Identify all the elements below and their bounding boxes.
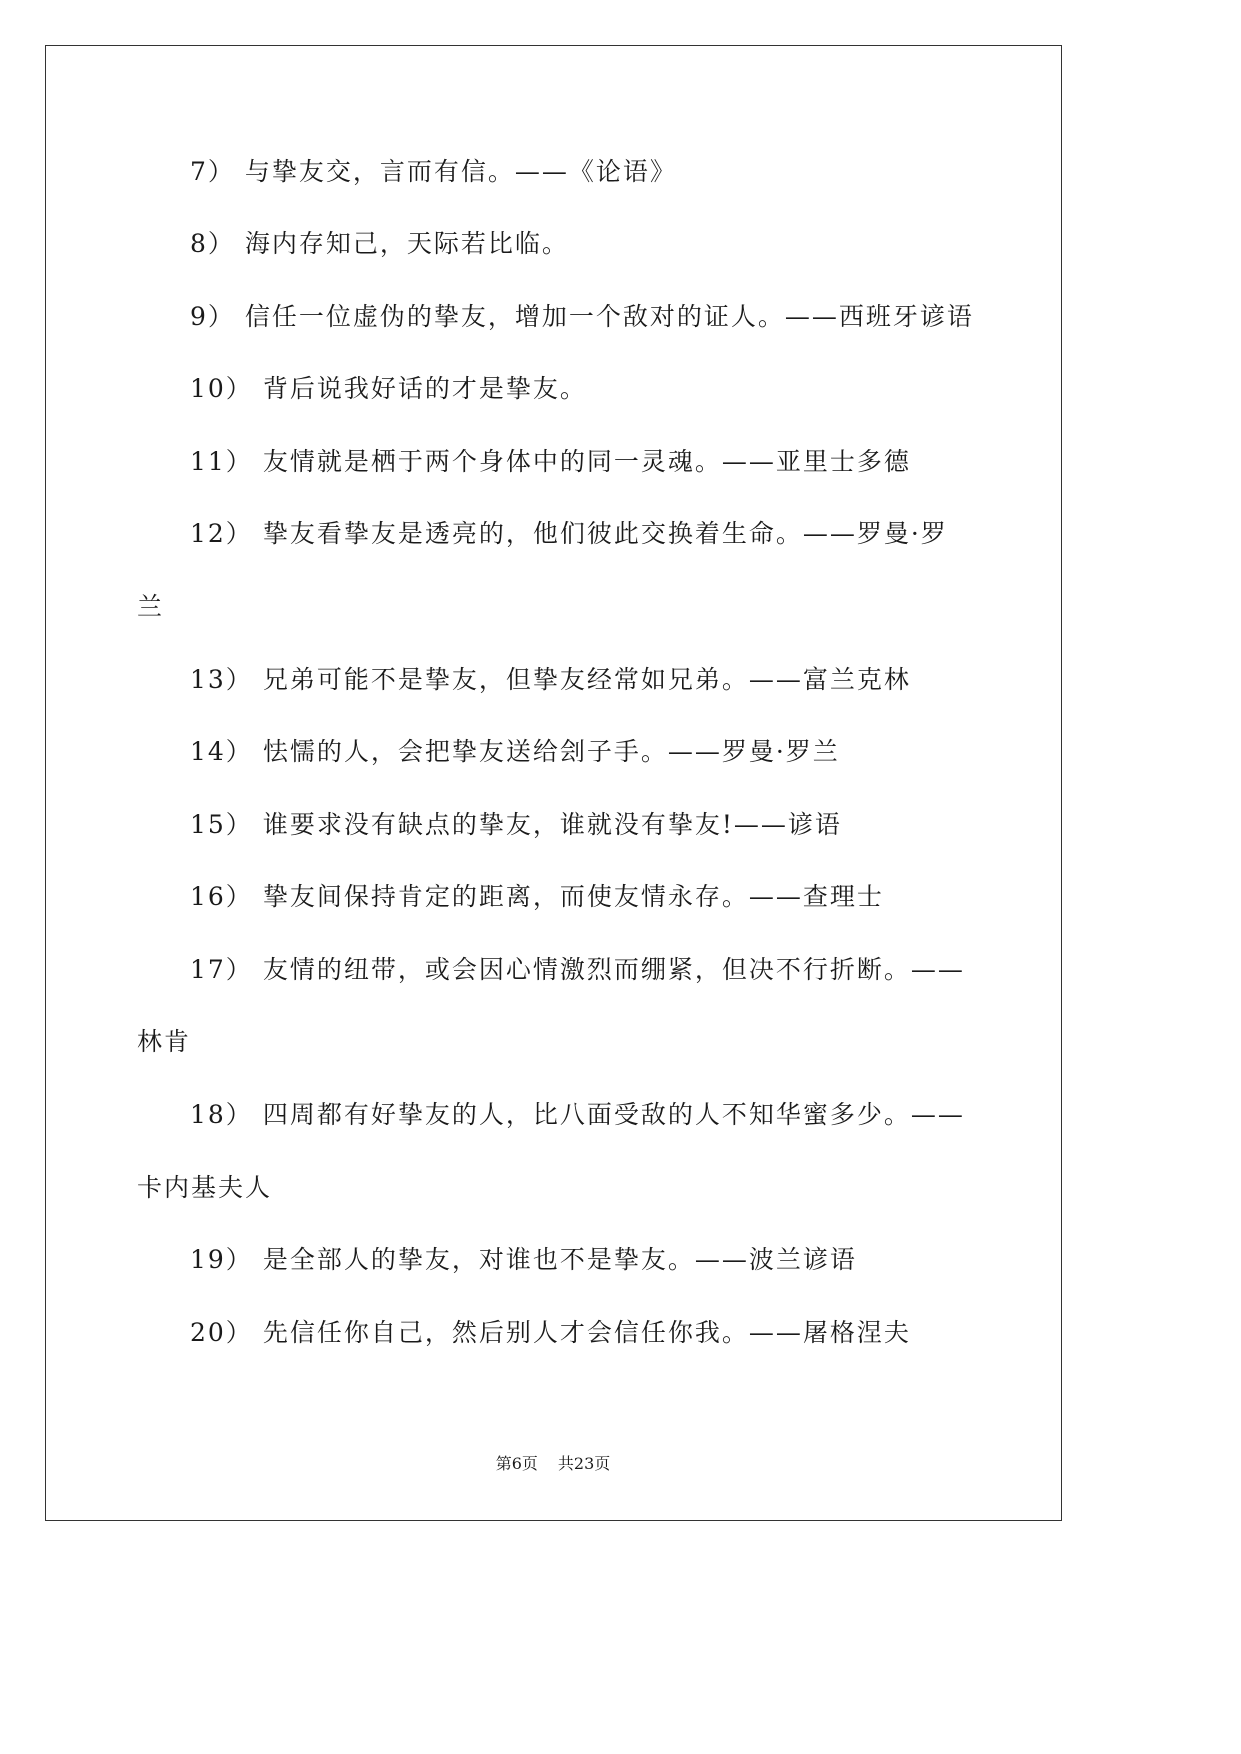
quote-12 bbox=[190, 519, 948, 549]
quote-text: 怯懦的人，会把挚友送给刽子手。——罗曼·罗兰 bbox=[262, 737, 840, 766]
quote-18-continuation: 卡内基夫人 bbox=[137, 1173, 273, 1202]
quote-number: 7） bbox=[190, 157, 235, 186]
quote-number: 17） bbox=[190, 955, 253, 984]
page-border bbox=[45, 45, 1062, 1521]
quote-18 bbox=[190, 1100, 965, 1130]
quote-15 bbox=[190, 810, 842, 840]
quote-text: 是全部人的挚友，对谁也不是挚友。——波兰谚语 bbox=[262, 1245, 857, 1274]
quote-text: 先信任你自己，然后别人才会信任你我。——屠格涅夫 bbox=[262, 1318, 911, 1347]
quote-text: 挚友看挚友是透亮的，他们彼此交换着生命。——罗曼·罗 bbox=[262, 519, 948, 548]
quote-text: 挚友间保持肯定的距离，而使友情永存。——查理士 bbox=[262, 882, 884, 911]
quote-number: 20） bbox=[190, 1318, 253, 1347]
quote-number: 13） bbox=[190, 665, 253, 694]
quote-17-continuation: 林肯 bbox=[137, 1027, 192, 1056]
quote-17 bbox=[190, 955, 965, 985]
page-footer bbox=[0, 1453, 1106, 1475]
quote-10 bbox=[190, 374, 587, 404]
quote-text: 友情的纽带，或会因心情激烈而绷紧，但决不行折断。—— bbox=[262, 955, 965, 984]
quote-20 bbox=[190, 1318, 911, 1348]
quote-number: 9） bbox=[190, 302, 235, 331]
page-total: 共23页 bbox=[557, 1454, 611, 1473]
quote-number: 14） bbox=[190, 737, 253, 766]
quote-number: 15） bbox=[190, 810, 253, 839]
quote-text: 信任一位虚伪的挚友，增加一个敌对的证人。——西班牙谚语 bbox=[244, 302, 974, 331]
quote-11 bbox=[190, 447, 911, 477]
quote-text: 与挚友交，言而有信。——《论语》 bbox=[244, 157, 677, 186]
quote-text: 友情就是栖于两个身体中的同一灵魂。——亚里士多德 bbox=[262, 447, 911, 476]
quote-text: 海内存知己，天际若比临。 bbox=[244, 229, 569, 258]
quote-number: 18） bbox=[190, 1100, 253, 1129]
quote-text: 背后说我好话的才是挚友。 bbox=[262, 374, 587, 403]
quote-16 bbox=[190, 882, 884, 912]
quote-19 bbox=[190, 1245, 857, 1275]
quote-12-continuation: 兰 bbox=[137, 592, 165, 621]
quote-number: 19） bbox=[190, 1245, 253, 1274]
quote-text: 兄弟可能不是挚友，但挚友经常如兄弟。——富兰克林 bbox=[262, 665, 911, 694]
quote-14 bbox=[190, 737, 840, 767]
quote-number: 11） bbox=[190, 447, 253, 476]
quote-13 bbox=[190, 665, 911, 695]
quote-text: 四周都有好挚友的人，比八面受敌的人不知华蜜多少。—— bbox=[262, 1100, 965, 1129]
page-number: 第6页 bbox=[495, 1454, 538, 1473]
quote-number: 8） bbox=[190, 229, 235, 258]
quote-number: 10） bbox=[190, 374, 253, 403]
quote-8 bbox=[190, 229, 569, 259]
quote-number: 16） bbox=[190, 882, 253, 911]
quote-text: 谁要求没有缺点的挚友，谁就没有挚友!——谚语 bbox=[262, 810, 842, 839]
quote-7 bbox=[190, 157, 677, 187]
quote-9 bbox=[190, 302, 974, 332]
quote-number: 12） bbox=[190, 519, 253, 548]
